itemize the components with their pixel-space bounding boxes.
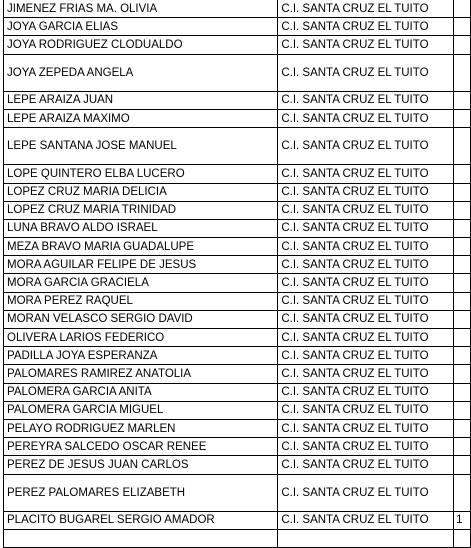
name-cell: LEPE ARAIZA MAXIMO bbox=[4, 109, 278, 127]
location-cell: C.I. SANTA CRUZ EL TUITO bbox=[278, 310, 454, 328]
name-cell: JOYA RODRIGUEZ CLODUALDO bbox=[4, 36, 278, 54]
extra-cell bbox=[454, 109, 471, 127]
table-row bbox=[4, 438, 471, 456]
name-cell: JIMENEZ FRIAS MA. OLIVIA bbox=[4, 0, 278, 18]
location-cell: C.I. SANTA CRUZ EL TUITO bbox=[278, 365, 454, 383]
location-cell: C.I. SANTA CRUZ EL TUITO bbox=[278, 347, 454, 365]
table-row bbox=[4, 419, 471, 437]
location-cell: C.I. SANTA CRUZ EL TUITO bbox=[278, 274, 454, 292]
location-cell: C.I. SANTA CRUZ EL TUITO bbox=[278, 401, 454, 419]
location-cell: C.I. SANTA CRUZ EL TUITO bbox=[278, 165, 454, 183]
location-cell: C.I. SANTA CRUZ EL TUITO bbox=[278, 419, 454, 437]
name-cell: LEPE SANTANA JOSE MANUEL bbox=[4, 128, 278, 165]
extra-cell bbox=[454, 401, 471, 419]
location-cell: C.I. SANTA CRUZ EL TUITO bbox=[278, 511, 454, 529]
table-row bbox=[4, 365, 471, 383]
location-cell: C.I. SANTA CRUZ EL TUITO bbox=[278, 292, 454, 310]
roster-table bbox=[3, 0, 471, 548]
table-row bbox=[4, 18, 471, 36]
extra-cell bbox=[454, 54, 471, 91]
extra-cell: 1 bbox=[454, 511, 471, 529]
table-row bbox=[4, 529, 471, 547]
extra-cell bbox=[454, 529, 471, 547]
extra-cell bbox=[454, 310, 471, 328]
table-row bbox=[4, 91, 471, 109]
name-cell: PALOMERA GARCIA ANITA bbox=[4, 383, 278, 401]
name-cell: PEREYRA SALCEDO OSCAR RENEE bbox=[4, 438, 278, 456]
name-cell: PELAYO RODRIGUEZ MARLEN bbox=[4, 419, 278, 437]
extra-cell bbox=[454, 274, 471, 292]
location-cell: C.I. SANTA CRUZ EL TUITO bbox=[278, 128, 454, 165]
table-row bbox=[4, 238, 471, 256]
name-cell: PEREZ PALOMARES ELIZABETH bbox=[4, 474, 278, 511]
location-cell: C.I. SANTA CRUZ EL TUITO bbox=[278, 383, 454, 401]
table-row bbox=[4, 347, 471, 365]
extra-cell bbox=[454, 456, 471, 474]
table-row bbox=[4, 36, 471, 54]
location-cell: C.I. SANTA CRUZ EL TUITO bbox=[278, 183, 454, 201]
table-row bbox=[4, 310, 471, 328]
name-cell: LOPEZ CRUZ MARIA DELICIA bbox=[4, 183, 278, 201]
table-row bbox=[4, 401, 471, 419]
location-cell bbox=[278, 529, 454, 547]
name-cell: MORAN VELASCO SERGIO DAVID bbox=[4, 310, 278, 328]
table-row bbox=[4, 256, 471, 274]
table-row bbox=[4, 383, 471, 401]
name-cell: MORA AGUILAR FELIPE DE JESUS bbox=[4, 256, 278, 274]
table-row bbox=[4, 54, 471, 91]
location-cell: C.I. SANTA CRUZ EL TUITO bbox=[278, 54, 454, 91]
extra-cell bbox=[454, 0, 471, 18]
table-row bbox=[4, 292, 471, 310]
table-row bbox=[4, 109, 471, 127]
location-cell: C.I. SANTA CRUZ EL TUITO bbox=[278, 219, 454, 237]
extra-cell bbox=[454, 18, 471, 36]
location-cell: C.I. SANTA CRUZ EL TUITO bbox=[278, 91, 454, 109]
name-cell: PALOMARES RAMIREZ ANATOLIA bbox=[4, 365, 278, 383]
name-cell: MORA PEREZ RAQUEL bbox=[4, 292, 278, 310]
name-cell: MEZA BRAVO MARIA GUADALUPE bbox=[4, 238, 278, 256]
extra-cell bbox=[454, 36, 471, 54]
location-cell: C.I. SANTA CRUZ EL TUITO bbox=[278, 456, 454, 474]
table-row bbox=[4, 511, 471, 529]
extra-cell bbox=[454, 419, 471, 437]
extra-cell bbox=[454, 383, 471, 401]
table-row bbox=[4, 329, 471, 347]
extra-cell bbox=[454, 238, 471, 256]
table-row bbox=[4, 128, 471, 165]
name-cell: MORA GARCIA GRACIELA bbox=[4, 274, 278, 292]
extra-cell bbox=[454, 292, 471, 310]
extra-cell bbox=[454, 474, 471, 511]
table-row bbox=[4, 183, 471, 201]
location-cell: C.I. SANTA CRUZ EL TUITO bbox=[278, 109, 454, 127]
table-row bbox=[4, 201, 471, 219]
location-cell: C.I. SANTA CRUZ EL TUITO bbox=[278, 238, 454, 256]
location-cell: C.I. SANTA CRUZ EL TUITO bbox=[278, 438, 454, 456]
extra-cell bbox=[454, 219, 471, 237]
location-cell: C.I. SANTA CRUZ EL TUITO bbox=[278, 0, 454, 18]
name-cell: JOYA GARCIA ELIAS bbox=[4, 18, 278, 36]
name-cell: JOYA ZEPEDA ANGELA bbox=[4, 54, 278, 91]
extra-cell bbox=[454, 201, 471, 219]
extra-cell bbox=[454, 256, 471, 274]
name-cell: LOPEZ CRUZ MARIA TRINIDAD bbox=[4, 201, 278, 219]
table-row bbox=[4, 0, 471, 18]
location-cell: C.I. SANTA CRUZ EL TUITO bbox=[278, 18, 454, 36]
extra-cell bbox=[454, 91, 471, 109]
location-cell: C.I. SANTA CRUZ EL TUITO bbox=[278, 256, 454, 274]
extra-cell bbox=[454, 165, 471, 183]
table-row bbox=[4, 474, 471, 511]
name-cell: LEPE ARAIZA JUAN bbox=[4, 91, 278, 109]
location-cell: C.I. SANTA CRUZ EL TUITO bbox=[278, 329, 454, 347]
name-cell: PEREZ DE JESUS JUAN CARLOS bbox=[4, 456, 278, 474]
name-cell: PALOMERA GARCIA MIGUEL bbox=[4, 401, 278, 419]
extra-cell bbox=[454, 128, 471, 165]
extra-cell bbox=[454, 329, 471, 347]
extra-cell bbox=[454, 347, 471, 365]
name-cell: LUNA BRAVO ALDO ISRAEL bbox=[4, 219, 278, 237]
extra-cell bbox=[454, 438, 471, 456]
name-cell bbox=[4, 529, 278, 547]
roster-body bbox=[4, 0, 471, 548]
name-cell: PLACITO BUGAREL SERGIO AMADOR bbox=[4, 511, 278, 529]
extra-cell bbox=[454, 183, 471, 201]
location-cell: C.I. SANTA CRUZ EL TUITO bbox=[278, 474, 454, 511]
extra-cell bbox=[454, 365, 471, 383]
table-row bbox=[4, 456, 471, 474]
table-row bbox=[4, 219, 471, 237]
location-cell: C.I. SANTA CRUZ EL TUITO bbox=[278, 201, 454, 219]
name-cell: LOPE QUINTERO ELBA LUCERO bbox=[4, 165, 278, 183]
name-cell: OLIVERA LARIOS FEDERICO bbox=[4, 329, 278, 347]
name-cell: PADILLA JOYA ESPERANZA bbox=[4, 347, 278, 365]
table-row bbox=[4, 274, 471, 292]
location-cell: C.I. SANTA CRUZ EL TUITO bbox=[278, 36, 454, 54]
table-row bbox=[4, 165, 471, 183]
